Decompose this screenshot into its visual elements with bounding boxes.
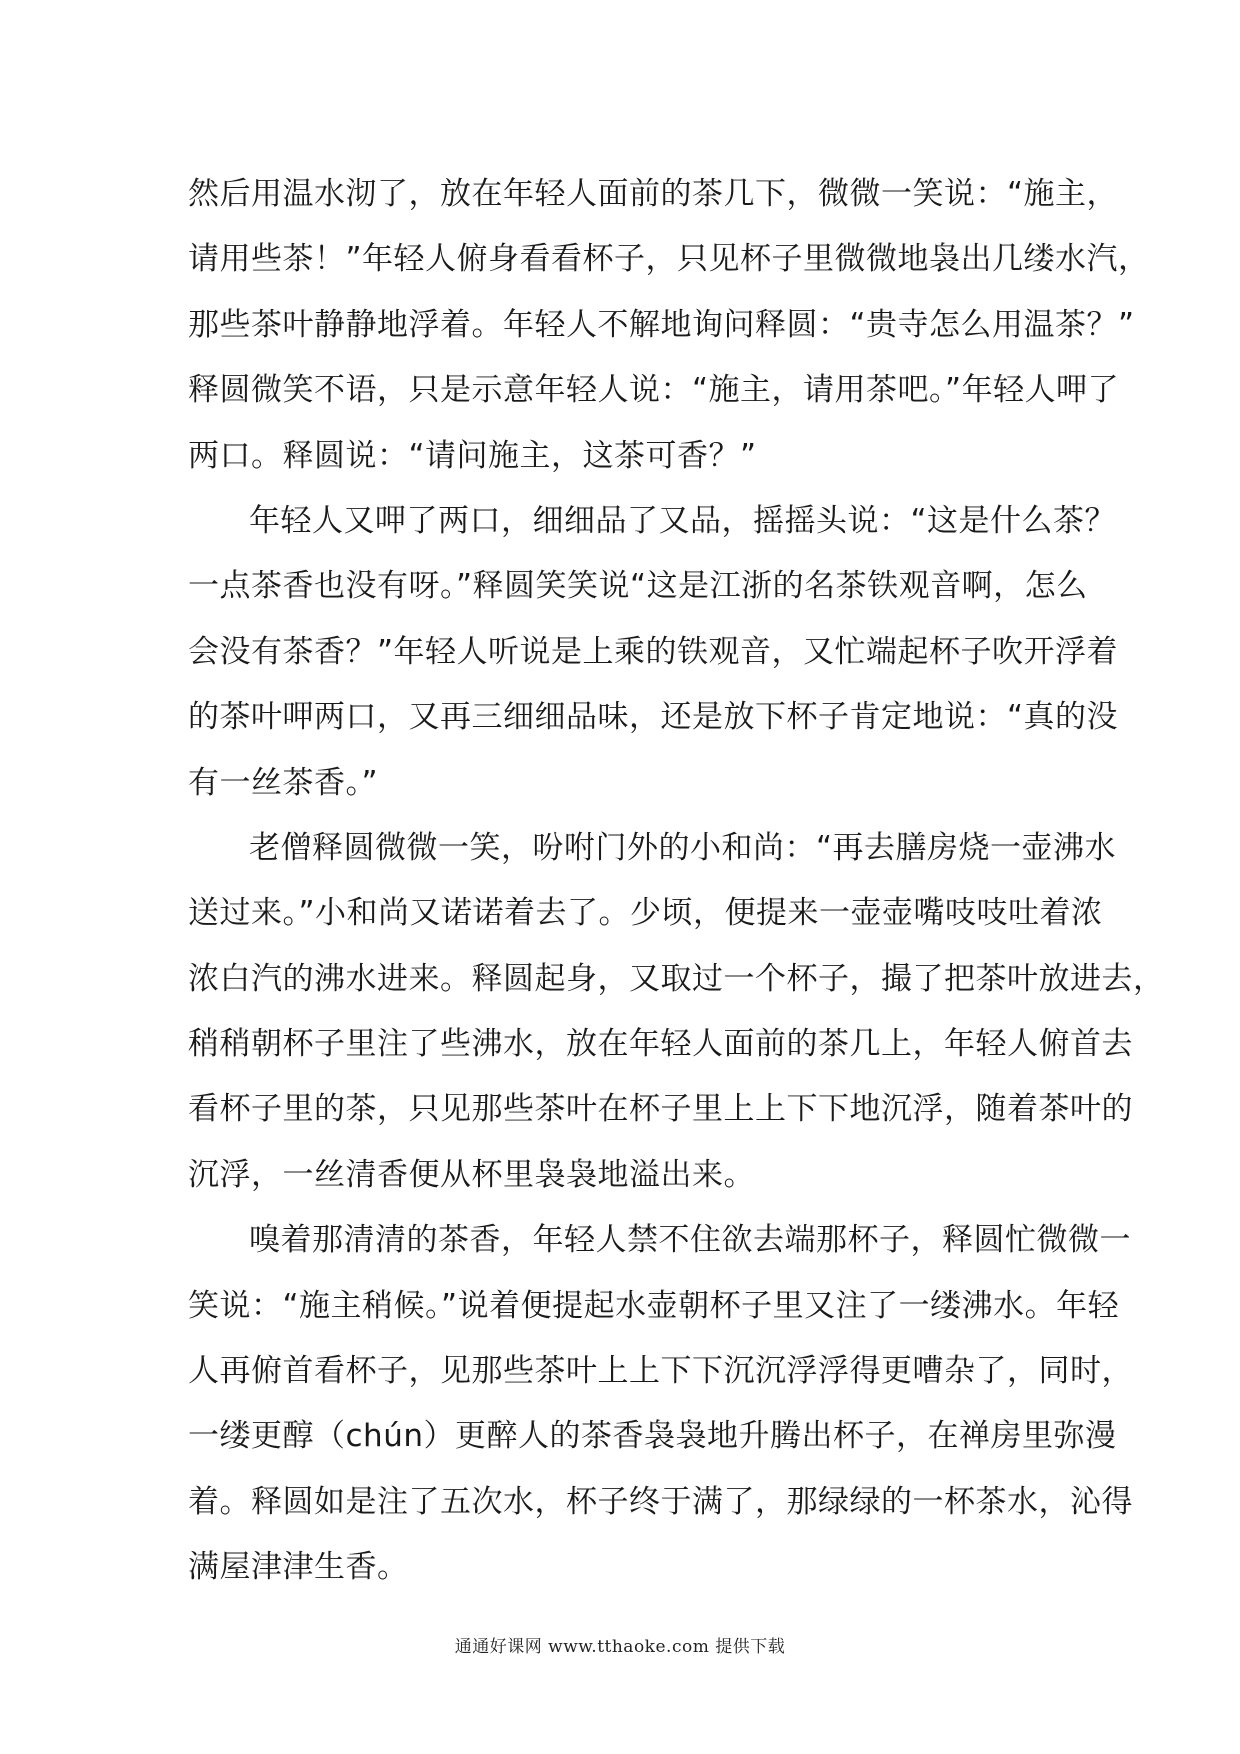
document-body	[188, 162, 1165, 1601]
page-footer: 通通好课网 www.tthaoke.com 提供下载	[454, 1637, 786, 1657]
paragraph-first-line: 年轻人又呷了两口，细细品了又品，摇摇头说：“这是什么茶？	[249, 502, 1117, 539]
text-line: 沉浮，一丝清香便从杯里袅袅地溢出来。	[188, 1156, 755, 1193]
text-line: 送过来。”小和尚又诺诺着去了。少顷，便提来一壶壶嘴吱吱吐着浓	[188, 895, 1103, 932]
text-line: 会没有茶香？”年轻人听说是上乘的铁观音，又忙端起杯子吹开浮着	[188, 633, 1119, 670]
text-line: 两口。释圆说：“请问施主，这茶可香？”	[188, 437, 757, 474]
text-line: 释圆微笑不语，只是示意年轻人说：“施主，请用茶吧。”年轻人呷了	[188, 372, 1120, 409]
text-line: 着。释圆如是注了五次水，杯子终于满了，那绿绿的一杯茶水，沁得	[188, 1483, 1133, 1520]
text-line: 请用些茶！”年轻人俯身看看杯子，只见杯子里微微地袅出几缕水汽，	[188, 241, 1150, 278]
text-line: 一点茶香也没有呀。”释圆笑笑说“这是江浙的名茶铁观音啊，怎么	[188, 568, 1088, 605]
paragraph-first-line: 老僧释圆微微一笑，吩咐门外的小和尚：“再去膳房烧一壶沸水	[249, 829, 1117, 866]
text-line: 有一丝茶香。”	[188, 764, 379, 801]
text-line: 然后用温水沏了，放在年轻人面前的茶几下，微微一笑说：“施主，	[188, 176, 1119, 212]
text-line: 浓白汽的沸水进来。释圆起身，又取过一个杯子，撮了把茶叶放进去，	[188, 960, 1165, 997]
text-line: 笑说：“施主稍候。”说着便提起水壶朝杯子里又注了一缕沸水。年轻	[188, 1287, 1120, 1324]
paragraph-first-line: 嗅着那清清的茶香，年轻人禁不住欲去端那杯子，释圆忙微微一	[249, 1222, 1131, 1259]
text-line: 看杯子里的茶，只见那些茶叶在杯子里上上下下地沉浮，随着茶叶的	[188, 1091, 1133, 1128]
text-line: 满屋津津生香。	[188, 1549, 409, 1586]
text-line: 一缕更醇（chún）更醉人的茶香袅袅地升腾出杯子，在禅房里弥漫	[188, 1418, 1117, 1455]
text-line: 人再俯首看杯子，见那些茶叶上上下下沉沉浮浮得更嘈杂了，同时，	[188, 1353, 1133, 1390]
text-line: 那些茶叶静静地浮着。年轻人不解地询问释圆：“贵寺怎么用温茶？”	[188, 306, 1135, 343]
text-line: 的茶叶呷两口，又再三细细品味，还是放下杯子肯定地说：“真的没	[188, 699, 1119, 736]
text-line: 稍稍朝杯子里注了些沸水，放在年轻人面前的茶几上，年轻人俯首去	[188, 1026, 1133, 1063]
